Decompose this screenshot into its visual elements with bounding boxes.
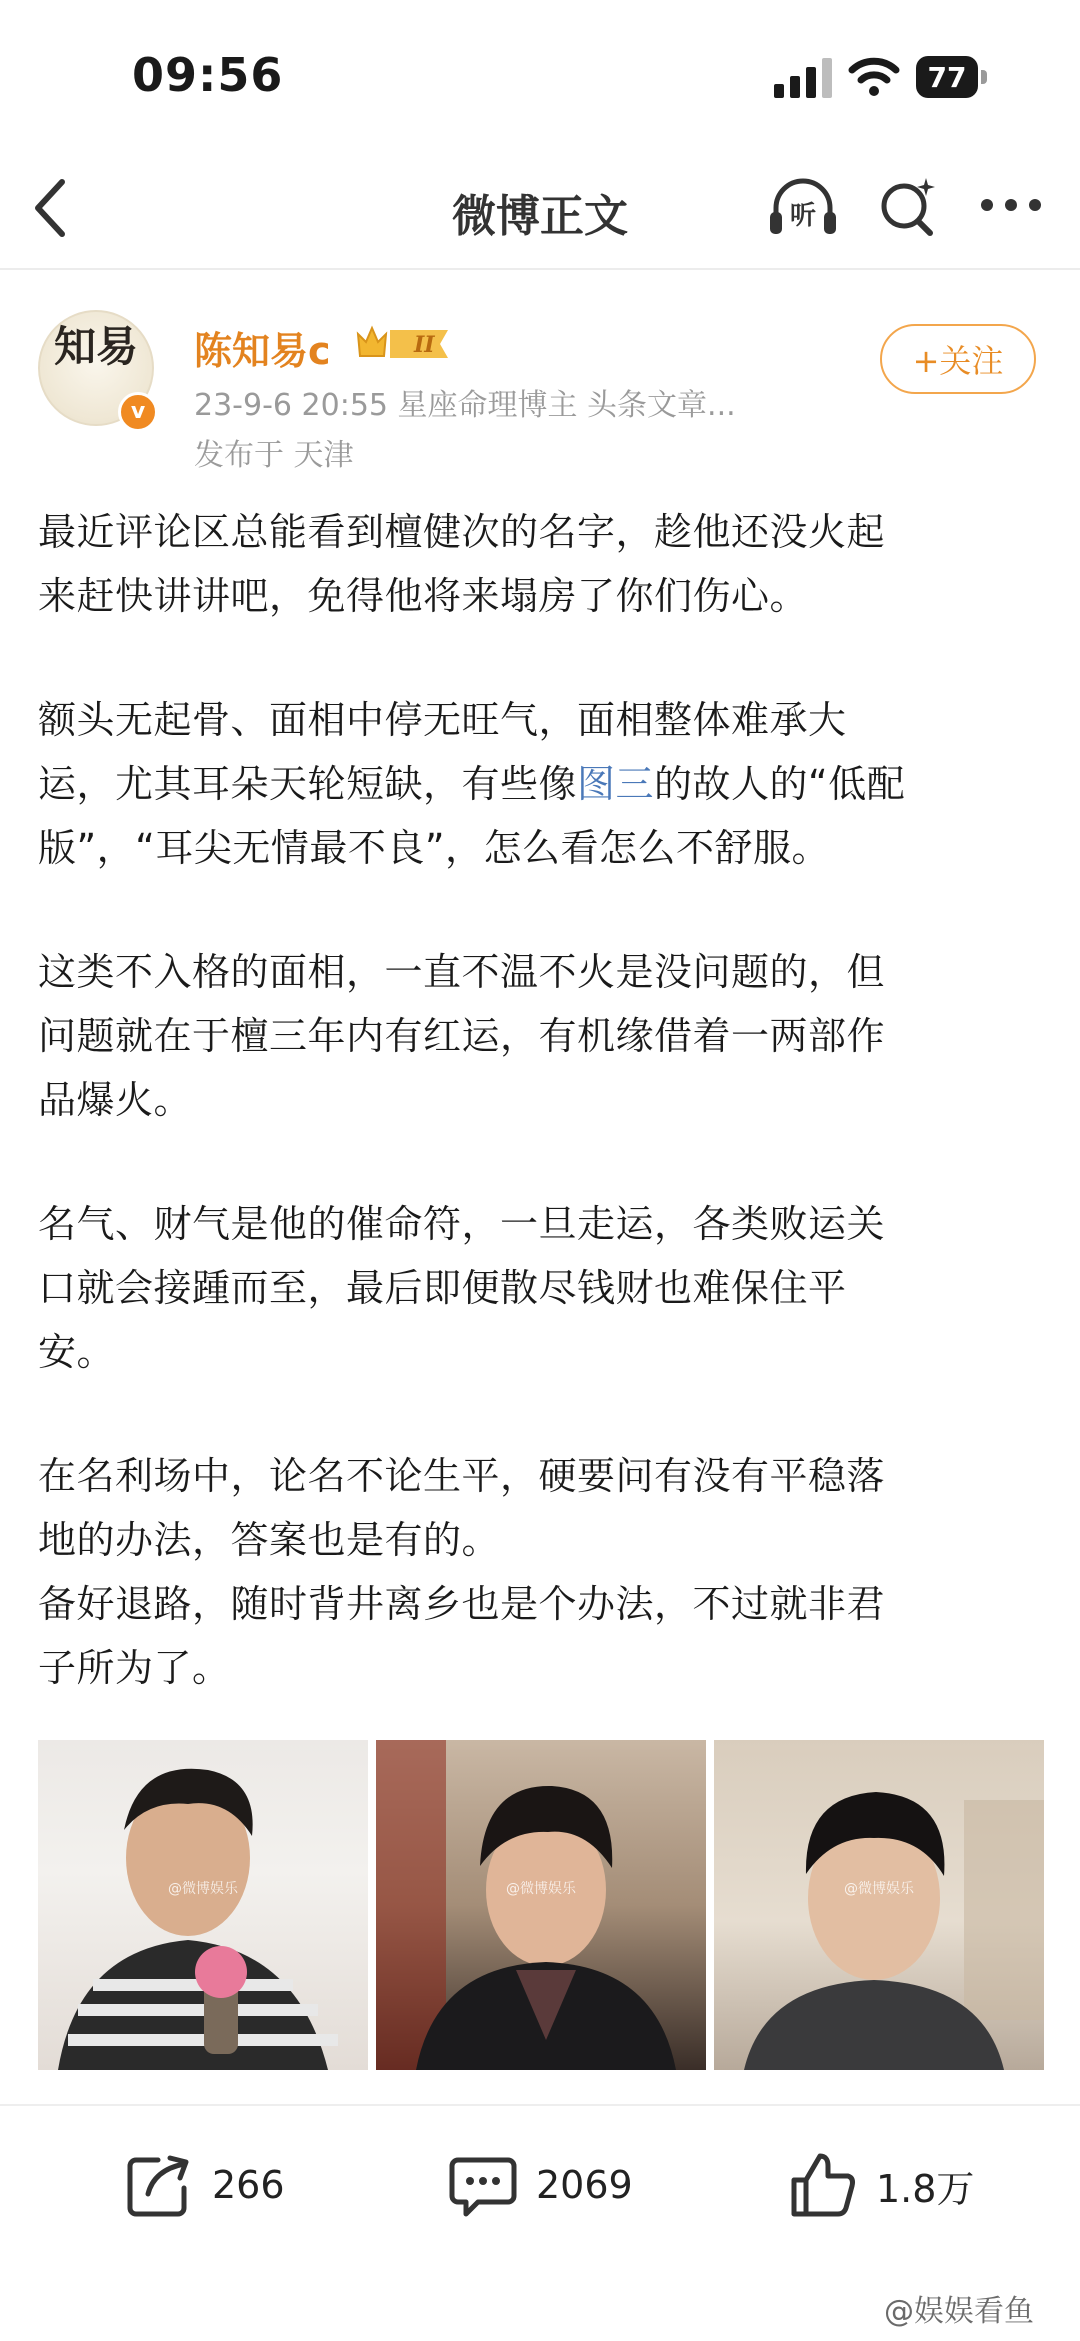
repost-icon (124, 2150, 194, 2220)
repost-count: 266 (212, 2163, 285, 2207)
wifi-icon (848, 56, 900, 98)
thumbs-up-icon (788, 2150, 858, 2220)
text-line: 这类不入格的面相，一直不温不火是没问题的，但 (38, 950, 886, 994)
portrait-illustration (376, 1740, 706, 2070)
text-line: 子所为了。 (38, 1646, 231, 1690)
verified-badge-icon: v (118, 392, 158, 432)
like-button[interactable] (788, 2140, 974, 2230)
paragraph (38, 1192, 1048, 1384)
text-segment: 的故人的“低配 (654, 762, 906, 806)
portrait-illustration (38, 1740, 368, 2070)
nav-divider (0, 268, 1080, 270)
post-body (38, 500, 1048, 1760)
text-line: 地的办法，答案也是有的。 (38, 1518, 501, 1562)
comment-icon (448, 2150, 518, 2220)
text-line: 备好退路，随时背井离乡也是个办法，不过就非君 (38, 1582, 886, 1626)
signal-icon (774, 58, 836, 98)
listen-headphones-icon[interactable] (766, 174, 840, 240)
post-image-3[interactable] (714, 1740, 1044, 2070)
battery-icon (916, 56, 988, 98)
search-icon[interactable] (876, 174, 942, 240)
image-watermark: @微博娱乐 (506, 1881, 576, 1897)
text-line: 版”，“耳尖无情最不良”，怎么看怎么不舒服。 (38, 826, 831, 870)
post-image-2[interactable] (376, 1740, 706, 2070)
text-line: 问题就在于檀三年内有红运，有机缘借着一两部作 (38, 1014, 886, 1058)
paragraph (38, 500, 1048, 628)
post-image-1[interactable] (38, 1740, 368, 2070)
paragraph (38, 940, 1048, 1132)
action-bar-divider (0, 2104, 1080, 2106)
text-line: 口就会接踵而至，最后即便散尽钱财也难保住平 (38, 1266, 847, 1310)
text-line: 额头无起骨、面相中停无旺气，面相整体难承大 (38, 698, 847, 742)
page-title: 微博正文 (452, 191, 628, 242)
text-line: 最近评论区总能看到檀健次的名字，趁他还没火起 (38, 510, 886, 554)
comment-count: 2069 (536, 2163, 633, 2207)
text-line (38, 752, 1048, 816)
portrait-illustration (714, 1740, 1044, 2070)
avatar-logo-text: 知易 (53, 322, 138, 371)
battery-level: 77 (916, 56, 978, 98)
more-icon[interactable] (978, 196, 1044, 214)
post-location: 发布于 天津 (194, 438, 354, 473)
text-line: 名气、财气是他的催命符，一旦走运，各类败运关 (38, 1202, 886, 1246)
status-time: 09:56 (132, 48, 284, 102)
listen-label: 听 (789, 201, 817, 231)
paragraph (38, 1444, 1048, 1700)
repost-button[interactable] (124, 2140, 285, 2230)
like-count: 1.8万 (876, 2166, 975, 2211)
text-line: 来赶快讲讲吧，免得他将来塌房了你们伤心。 (38, 574, 809, 618)
image-three-link[interactable]: 图三 (577, 762, 655, 806)
paragraph (38, 688, 1048, 880)
text-line: 安。 (38, 1330, 116, 1374)
footer-watermark: @娱娱看鱼 (884, 2294, 1034, 2329)
text-line: 品爆火。 (38, 1078, 193, 1122)
text-segment: 运，尤其耳朵天轮短缺，有些像 (38, 762, 578, 806)
author-name[interactable]: 陈知易c (194, 329, 331, 373)
crown-level-badge-icon (352, 322, 458, 366)
post-meta: 23-9-6 20:55 星座命理博主 头条文章... (194, 388, 736, 423)
image-watermark: @微博娱乐 (844, 1881, 914, 1897)
follow-button[interactable]: +关注 (880, 324, 1036, 394)
text-line: 在名利场中，论名不论生平，硬要问有没有平稳落 (38, 1454, 886, 1498)
badge-level: II (414, 332, 435, 358)
comment-button[interactable] (448, 2140, 633, 2230)
image-watermark: @微博娱乐 (168, 1881, 238, 1897)
